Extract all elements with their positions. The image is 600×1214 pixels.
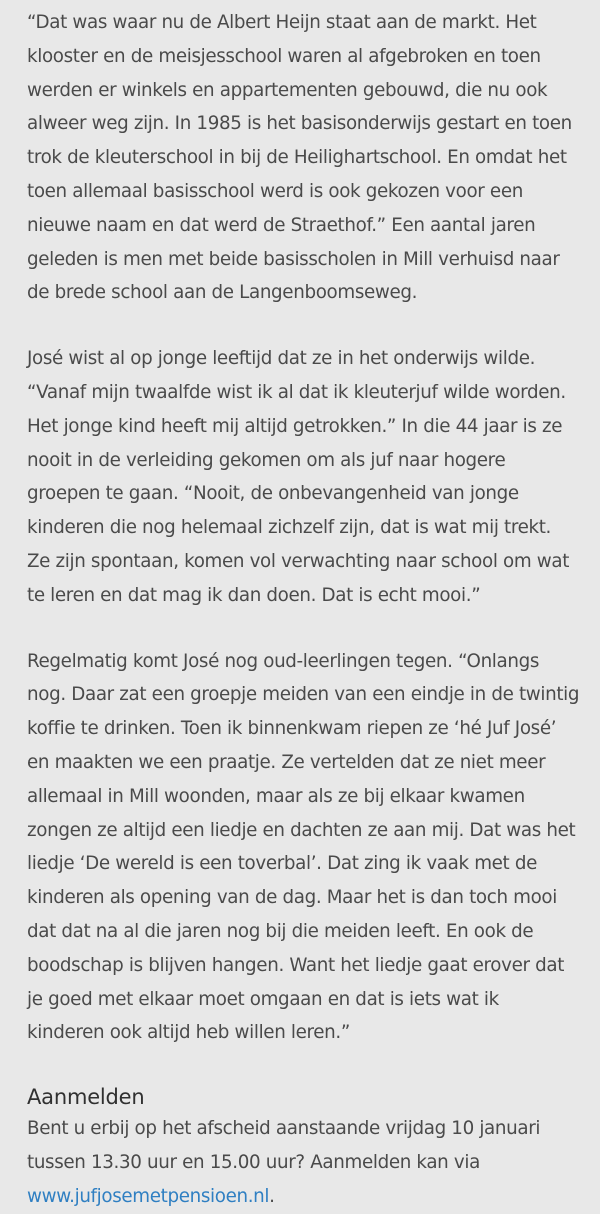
paragraph-line: liedje ‘De wereld is een toverbal’. Dat zing ik vaak met de: [27, 853, 537, 875]
paragraph-line: werden er winkels en appartementen gebouwd, die nu ook: [27, 79, 548, 101]
signup-paragraph: [27, 1112, 573, 1213]
paragraph-line: te leren en dat mag ik dan doen. Dat is echt mooi.”: [27, 584, 481, 606]
signup-link-line: [27, 1180, 573, 1214]
signup-website-link[interactable]: www.jufjosemetpensioen.nl: [27, 1185, 270, 1207]
paragraph-line: nog. Daar zat een groepje meiden van een eindje in de twintig: [27, 684, 580, 706]
paragraph-line: José wist al op jonge leeftijd dat ze in het onderwijs wilde.: [27, 348, 536, 370]
paragraph-line: “Dat was waar nu de Albert Heijn staat aan de markt. Het: [27, 12, 537, 33]
article-paragraph: [27, 645, 580, 1051]
article-paragraph: [27, 342, 573, 612]
signup-period: .: [269, 1185, 275, 1207]
paragraph-line: groepen te gaan. “Nooit, de onbevangenheid van jonge: [27, 483, 519, 505]
paragraph-line: kinderen ook altijd heb willen leren.”: [27, 1022, 350, 1044]
paragraph-line: alweer weg zijn. In 1985 is het basisonderwijs gestart en toen: [27, 113, 572, 135]
paragraph-line: kinderen als opening van de dag. Maar het is dan toch mooi: [27, 887, 557, 909]
signup-line: tussen 13.30 uur en 15.00 uur? Aanmelden kan via: [27, 1151, 480, 1173]
paragraph-line: Regelmatig komt José nog oud-leerlingen tegen. “Onlangs: [27, 650, 540, 672]
paragraph-line: klooster en de meisjesschool waren al afgebroken en toen: [27, 45, 541, 67]
paragraph-line: geleden is men met beide basisscholen in Mill verhuisd naar: [27, 248, 560, 270]
paragraph-line: de brede school aan de Langenboomseweg.: [27, 282, 418, 304]
paragraph-line: allemaal in Mill woonden, maar als ze bij elkaar kwamen: [27, 785, 525, 807]
article-paragraph: [27, 6, 573, 310]
paragraph-line: kinderen die nog helemaal zichzelf zijn, dat is wat mij trekt.: [27, 517, 552, 539]
paragraph-line: koffie te drinken. Toen ik binnenkwam riepen ze ‘hé Juf José’: [27, 718, 557, 740]
paragraph-line: zongen ze altijd een liedje en dachten ze aan mij. Dat was het: [27, 819, 576, 841]
paragraph-line: nieuwe naam en dat werd de Straethof.” Een aantal jaren: [27, 214, 536, 236]
signup-line: Bent u erbij op het afscheid aanstaande vrijdag 10 januari: [27, 1118, 541, 1140]
paragraph-line: toen allemaal basisschool werd is ook gekozen voor een: [27, 180, 523, 202]
paragraph-line: dat dat na al die jaren nog bij die meiden leeft. En ook de: [27, 920, 534, 942]
signup-heading: Aanmelden: [27, 1085, 145, 1110]
paragraph-line: trok de kleuterschool in bij de Heilighartschool. En omdat het: [27, 147, 567, 169]
paragraph-line: “Vanaf mijn twaalfde wist ik al dat ik kleuterjuf wilde worden.: [27, 381, 566, 403]
paragraph-line: je goed met elkaar moet omgaan en dat is iets wat ik: [27, 988, 499, 1010]
paragraph-line: nooit in de verleiding gekomen om als juf naar hogere: [27, 449, 506, 471]
paragraph-line: en maakten we een praatje. Ze vertelden dat ze niet meer: [27, 751, 546, 773]
paragraph-line: Het jonge kind heeft mij altijd getrokken.” In die 44 jaar is ze: [27, 415, 563, 437]
paragraph-line: boodschap is blijven hangen. Want het liedje gaat erover dat: [27, 954, 565, 976]
paragraph-line: Ze zijn spontaan, komen vol verwachting naar school om wat: [27, 550, 570, 572]
